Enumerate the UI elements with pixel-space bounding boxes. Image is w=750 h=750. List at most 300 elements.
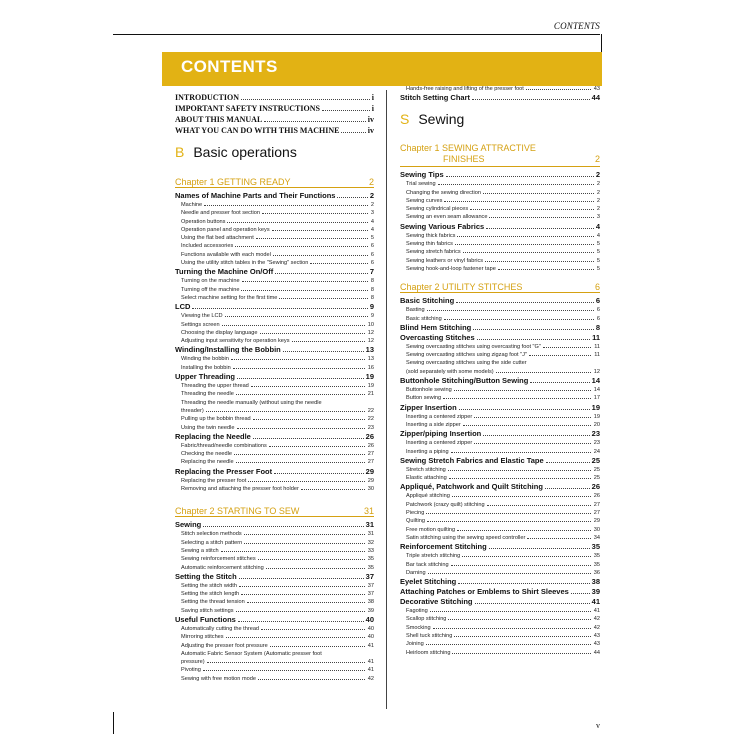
toc-subsection-entry[interactable]	[400, 552, 600, 560]
leader-dots	[546, 462, 590, 463]
toc-subsection-entry[interactable]	[400, 368, 600, 376]
toc-section-entry[interactable]	[400, 597, 600, 607]
toc-subsection-entry[interactable]	[175, 458, 374, 466]
toc-subsection-entry-title: Basic stitching	[406, 315, 442, 322]
toc-section-entry[interactable]	[175, 191, 374, 201]
leader-dots	[226, 637, 365, 638]
chapter-heading[interactable]	[175, 176, 374, 188]
toc-subsection-entry[interactable]	[175, 201, 374, 209]
toc-subsection-entry[interactable]	[175, 539, 374, 547]
leader-dots	[457, 236, 593, 237]
toc-subsection-entry[interactable]	[175, 286, 374, 294]
toc-section-entry[interactable]	[175, 372, 374, 382]
toc-subsection-entry-title: Fagoting	[406, 608, 428, 615]
toc-subsection-entry[interactable]	[400, 180, 600, 188]
toc-section-entry[interactable]	[175, 432, 374, 442]
leader-dots	[477, 339, 590, 340]
leader-dots	[526, 89, 591, 90]
leader-dots	[474, 417, 591, 418]
toc-subsection-entry-page: 33	[367, 547, 374, 554]
toc-subsection-entry[interactable]	[400, 394, 600, 402]
toc-subsection-entry-page: 41	[367, 642, 374, 649]
toc-subsection-entry-page: 21	[367, 391, 374, 398]
toc-subsection-entry[interactable]	[175, 337, 374, 345]
leader-dots	[244, 543, 365, 544]
toc-subsection-entry[interactable]	[400, 265, 600, 273]
leader-dots	[239, 586, 365, 587]
toc-subsection-entry[interactable]	[175, 598, 374, 606]
intro-page: iv	[367, 115, 374, 124]
toc-subsection-entry[interactable]	[175, 209, 374, 217]
toc-subsection-entry-page: 30	[367, 486, 374, 493]
toc-subsection-entry[interactable]	[400, 632, 600, 640]
leader-dots	[292, 341, 365, 342]
toc-subsection-entry[interactable]	[400, 624, 600, 632]
toc-section-entry[interactable]	[400, 323, 600, 333]
toc-subsection-entry-title: Inserting a piping	[406, 448, 449, 455]
chapter-heading[interactable]	[400, 143, 600, 167]
toc-section-entry-title: Decorative Stitching	[400, 597, 473, 607]
toc-subsection-entry[interactable]	[400, 615, 600, 623]
toc-section-entry-page: 2	[369, 191, 374, 200]
toc-subsection-entry[interactable]	[400, 343, 600, 351]
toc-subsection-entry[interactable]	[400, 649, 600, 657]
leader-dots	[530, 382, 589, 383]
toc-subsection-entry-page: 41	[367, 667, 374, 674]
toc-subsection-entry[interactable]	[400, 257, 600, 265]
toc-subsection-entry[interactable]: Sewing overcasting stitches using the side cutter	[406, 360, 527, 367]
toc-subsection-entry[interactable]	[400, 448, 600, 456]
toc-subsection-entry[interactable]	[175, 218, 374, 226]
toc-section-entry[interactable]	[400, 93, 600, 103]
leader-dots	[206, 411, 365, 412]
toc-subsection-entry[interactable]	[175, 382, 374, 390]
toc-subsection-entry-page: 17	[593, 395, 600, 402]
part-title: Sewing	[418, 111, 465, 128]
page-number: v	[596, 721, 600, 730]
toc-subsection-entry-page: 42	[367, 675, 374, 682]
toc-subsection-entry-page: 23	[593, 440, 600, 447]
toc-subsection-entry-title: Using the utility stitch tables in the "Sewing" section	[181, 260, 309, 267]
toc-subsection-entry-page: 37	[367, 582, 374, 589]
toc-subsection-entry[interactable]	[175, 675, 374, 683]
leader-dots	[244, 534, 365, 535]
leader-dots	[430, 611, 591, 612]
toc-subsection-entry[interactable]	[400, 197, 600, 205]
toc-subsection-entry-page: 4	[370, 226, 374, 233]
toc-subsection-entry-title: Threading the needle	[181, 391, 234, 398]
leader-dots	[192, 308, 367, 309]
toc-section-entry[interactable]	[400, 376, 600, 386]
toc-section-entry-page: 29	[365, 466, 374, 476]
toc-subsection-entry-title: Inserting a side zipper	[406, 421, 461, 428]
toc-subsection-entry-title: Setting the thread tension	[181, 599, 245, 606]
toc-subsection-entry[interactable]	[400, 474, 600, 482]
toc-subsection-entry-title: Checking the needle	[181, 451, 233, 458]
toc-subsection-entry-page: 5	[370, 235, 374, 242]
toc-subsection-entry-page: 29	[593, 518, 600, 525]
chapter-title: FINISHES	[443, 154, 485, 165]
toc-subsection-entry-title: Adjusting input sensitivity for operation keys	[181, 338, 290, 345]
toc-subsection-entry-page: 3	[370, 210, 374, 217]
toc-subsection-entry[interactable]	[175, 666, 374, 674]
toc-subsection-entry[interactable]	[400, 85, 600, 93]
toc-subsection-entry[interactable]	[175, 294, 374, 302]
toc-section-entry-page: 25	[591, 455, 600, 465]
leader-dots	[231, 359, 365, 360]
toc-subsection-entry[interactable]	[400, 386, 600, 394]
leader-dots	[225, 316, 368, 317]
toc-subsection-entry-title: Replacing the presser foot	[181, 477, 247, 484]
toc-subsection-entry-page: 12	[593, 368, 600, 375]
leader-dots	[463, 425, 591, 426]
toc-subsection-entry-title: Patchwork (crazy quilt) stitching	[406, 501, 485, 508]
toc-subsection-entry-page: 6	[596, 307, 600, 314]
toc-subsection-entry-title: Button sewing	[406, 395, 442, 402]
leader-dots	[222, 325, 365, 326]
leader-dots	[237, 428, 365, 429]
toc-section-entry[interactable]	[400, 333, 600, 343]
toc-subsection-entry[interactable]	[175, 485, 374, 493]
toc-section-entry-page: 14	[591, 376, 600, 386]
toc-subsection-entry-page: 14	[593, 387, 600, 394]
toc-subsection-entry[interactable]	[175, 259, 374, 267]
toc-subsection-entry[interactable]	[400, 501, 600, 509]
toc-subsection-entry-title: Viewing the LCD	[181, 313, 223, 320]
leader-dots	[428, 573, 591, 574]
leader-dots	[236, 394, 365, 395]
intro-page: iv	[367, 126, 374, 135]
toc-subsection-entry[interactable]	[175, 407, 374, 415]
toc-section-entry-title: Zipper/piping Insertion	[400, 429, 482, 439]
leader-dots	[446, 176, 594, 177]
toc-subsection-entry-title: Hands-free raising and lifting of the presser foot	[406, 86, 524, 92]
toc-subsection-entry[interactable]	[400, 306, 600, 314]
leader-dots	[227, 222, 367, 223]
toc-section-entry[interactable]	[400, 222, 600, 232]
leader-dots	[251, 386, 365, 387]
toc-subsection-entry-title: (sold separately with some models)	[406, 368, 494, 375]
toc-subsection-entry[interactable]	[175, 242, 374, 250]
toc-section-entry[interactable]	[400, 403, 600, 413]
leader-dots	[489, 548, 590, 549]
toc-section-entry[interactable]	[400, 296, 600, 306]
toc-section-entry[interactable]	[400, 587, 600, 597]
toc-subsection-entry-page: 39	[367, 607, 374, 614]
toc-subsection-entry-page: 10	[367, 321, 374, 328]
chapter-title: Chapter 2 STARTING TO SEW	[175, 506, 300, 517]
toc-section-entry-title: Setting the Stitch	[175, 571, 237, 581]
toc-subsection-entry[interactable]	[400, 189, 600, 197]
toc-section-entry[interactable]	[175, 302, 374, 312]
leader-dots	[261, 629, 365, 630]
leader-dots	[310, 263, 367, 264]
toc-section-entry-page: 44	[591, 93, 600, 103]
leader-dots	[456, 302, 594, 303]
toc-subsection-entry[interactable]	[400, 607, 600, 615]
toc-subsection-entry-title: Stitch selection methods	[181, 531, 242, 538]
toc-subsection-entry-page: 16	[367, 364, 374, 371]
toc-subsection-entry[interactable]	[175, 590, 374, 598]
leader-dots	[438, 184, 594, 185]
toc-subsection-entry-title: Choosing the display language	[181, 329, 258, 336]
toc-section-entry-page: 2	[595, 170, 600, 180]
toc-subsection-entry-page: 9	[370, 313, 374, 320]
leader-dots	[203, 670, 365, 671]
toc-section-entry-title: Sewing Various Fabrics	[400, 221, 485, 231]
toc-subsection-entry-page: 2	[596, 206, 600, 213]
toc-subsection-entry-title: Inserting a centered zipper	[406, 440, 473, 447]
toc-subsection-entry-page: 41	[593, 608, 600, 615]
toc-subsection-entry[interactable]	[400, 240, 600, 248]
toc-subsection-entry[interactable]	[400, 561, 600, 569]
leader-dots	[238, 621, 364, 622]
leader-dots	[204, 205, 368, 206]
leader-dots	[448, 470, 591, 471]
toc-subsection-entry-title: Included accessories	[181, 243, 234, 250]
part-letter: S	[400, 111, 410, 128]
toc-subsection-entry-title: Sewing overcasting stitches using zigzag foot "J"	[406, 352, 527, 359]
toc-subsection-entry-page: 8	[370, 278, 374, 285]
toc-subsection-entry-title: pressure)	[181, 659, 205, 666]
toc-section-entry[interactable]	[400, 482, 600, 492]
toc-subsection-entry[interactable]	[400, 351, 600, 359]
leader-dots	[262, 213, 368, 214]
toc-section-entry[interactable]	[175, 572, 374, 582]
toc-subsection-entry[interactable]: Automatic Fabric Sensor System (Automatic presser foot	[181, 650, 322, 657]
part-title: Basic operations	[193, 144, 297, 160]
toc-subsection-entry-page: 37	[367, 591, 374, 598]
leader-dots	[236, 611, 365, 612]
toc-subsection-entry[interactable]	[175, 547, 374, 555]
toc-section-entry-title: Eyelet Stitching	[400, 577, 457, 587]
toc-subsection-entry-title: Needle and presser foot section	[181, 210, 260, 217]
toc-subsection-entry[interactable]	[400, 526, 600, 534]
toc-section-entry-title: Useful Functions	[175, 614, 236, 624]
toc-section-entry[interactable]	[175, 615, 374, 625]
toc-subsection-entry-title: Joining	[406, 641, 424, 648]
toc-section-entry-title: Reinforcement Stitching	[400, 542, 487, 552]
toc-subsection-entry-page: 11	[594, 352, 600, 359]
toc-subsection-entry-title: Removing and attaching the presser foot holder	[181, 486, 299, 493]
chapter-page: 2	[368, 177, 374, 187]
toc-subsection-entry[interactable]	[175, 355, 374, 363]
leader-dots	[486, 228, 594, 229]
toc-section-entry[interactable]	[400, 429, 600, 439]
toc-subsection-entry-title: Inserting a centered zipper	[406, 413, 473, 420]
leader-dots	[241, 594, 365, 595]
chapter-heading[interactable]	[400, 281, 600, 293]
chapter-title: Chapter 1 SEWING ATTRACTIVE	[400, 143, 536, 154]
toc-subsection-entry[interactable]	[400, 213, 600, 221]
leader-dots	[496, 372, 591, 373]
toc-subsection-entry[interactable]	[175, 477, 374, 485]
toc-subsection-entry-page: 26	[367, 442, 374, 449]
toc-subsection-entry[interactable]	[175, 226, 374, 234]
toc-subsection-entry[interactable]	[175, 607, 374, 615]
toc-subsection-entry-page: 43	[593, 86, 600, 92]
toc-subsection-entry[interactable]	[400, 569, 600, 577]
toc-subsection-entry[interactable]	[400, 492, 600, 500]
toc-subsection-entry-title: Pulling up the bobbin thread	[181, 416, 251, 423]
toc-subsection-entry[interactable]	[175, 312, 374, 320]
toc-subsection-entry[interactable]	[175, 442, 374, 450]
toc-subsection-entry-page: 27	[367, 459, 374, 466]
toc-subsection-entry-title: Mirroring stitches	[181, 634, 224, 641]
intro-title: INTRODUCTION	[175, 93, 240, 102]
chapter-heading[interactable]	[175, 505, 374, 517]
leader-dots	[449, 478, 591, 479]
intro-entry[interactable]	[175, 114, 374, 125]
toc-section-entry-title: Sewing	[175, 520, 202, 530]
toc-section-entry[interactable]	[400, 577, 600, 587]
toc-subsection-entry-title: Sewing with free motion mode	[181, 675, 256, 682]
toc-section-entry[interactable]	[175, 520, 374, 530]
toc-subsection-entry-page: 27	[367, 451, 374, 458]
toc-section-entry-title: LCD	[175, 302, 191, 312]
toc-section-entry-page: 23	[591, 429, 600, 439]
toc-subsection-entry[interactable]: Threading the needle manually (without using the needle	[181, 399, 322, 406]
toc-subsection-entry-page: 6	[370, 260, 374, 267]
running-header: CONTENTS	[553, 21, 600, 31]
intro-entry[interactable]	[175, 92, 374, 103]
toc-subsection-entry-page: 8	[370, 286, 374, 293]
toc-subsection-entry[interactable]	[400, 509, 600, 517]
leader-dots	[272, 230, 368, 231]
toc-subsection-entry-title: Automatic reinforcement stitching	[181, 564, 264, 571]
leader-dots	[266, 568, 365, 569]
chapter-page: 2	[594, 154, 600, 165]
toc-subsection-entry-title: Using the twin needle	[181, 424, 235, 431]
toc-subsection-entry[interactable]	[400, 421, 600, 429]
toc-subsection-entry[interactable]	[175, 633, 374, 641]
toc-subsection-entry-title: Operation buttons	[181, 218, 226, 225]
toc-subsection-entry[interactable]	[175, 450, 374, 458]
toc-section-entry-page: 37	[365, 571, 374, 581]
toc-section-entry-page: 35	[591, 542, 600, 552]
toc-subsection-entry[interactable]	[175, 530, 374, 538]
toc-subsection-entry-title: Setting the stitch length	[181, 591, 240, 598]
leader-dots	[475, 603, 590, 604]
toc-subsection-entry[interactable]	[175, 234, 374, 242]
toc-subsection-entry[interactable]	[400, 315, 600, 323]
leader-dots	[472, 99, 590, 100]
toc-subsection-entry-page: 6	[596, 315, 600, 322]
leader-dots	[452, 653, 590, 654]
toc-subsection-entry[interactable]	[175, 415, 374, 423]
toc-subsection-entry-title: Sewing curves	[406, 197, 443, 204]
toc-subsection-entry-title: Turning on the machine	[181, 278, 240, 285]
toc-subsection-entry[interactable]	[400, 205, 600, 213]
toc-subsection-entry-page: 43	[593, 632, 600, 639]
toc-subsection-entry[interactable]	[400, 466, 600, 474]
toc-subsection-entry[interactable]	[175, 555, 374, 563]
intro-title: WHAT YOU CAN DO WITH THIS MACHINE	[175, 126, 340, 135]
toc-subsection-entry[interactable]	[400, 248, 600, 256]
toc-section-entry[interactable]	[400, 456, 600, 466]
toc-subsection-entry[interactable]	[175, 251, 374, 259]
intro-entry[interactable]	[175, 125, 374, 136]
toc-section-entry[interactable]	[400, 542, 600, 552]
toc-subsection-entry-page: 42	[593, 616, 600, 623]
toc-subsection-entry[interactable]	[175, 329, 374, 337]
toc-section-entry[interactable]	[175, 267, 374, 277]
toc-subsection-entry[interactable]	[175, 582, 374, 590]
toc-subsection-entry-page: 44	[593, 649, 600, 656]
toc-subsection-entry-title: Saving stitch settings	[181, 607, 234, 614]
toc-subsection-entry[interactable]	[400, 439, 600, 447]
toc-subsection-entry-page: 41	[367, 659, 374, 666]
chapter-page: 31	[363, 506, 374, 517]
toc-subsection-entry-page: 35	[367, 556, 374, 563]
toc-section-entry[interactable]	[175, 467, 374, 477]
toc-subsection-entry[interactable]	[175, 277, 374, 285]
leader-dots	[258, 679, 365, 680]
intro-entry[interactable]	[175, 103, 374, 114]
leader-dots	[448, 619, 590, 620]
toc-subsection-entry[interactable]	[175, 564, 374, 572]
leader-dots	[426, 644, 591, 645]
toc-subsection-entry-page: 35	[593, 561, 600, 568]
toc-subsection-entry[interactable]	[175, 321, 374, 329]
toc-subsection-entry-title: Darning	[406, 569, 426, 576]
toc-subsection-entry[interactable]	[175, 364, 374, 372]
toc-section-entry-title: Blind Hem Stitching	[400, 322, 472, 332]
toc-subsection-entry[interactable]	[400, 517, 600, 525]
toc-subsection-entry-title: Quilting	[406, 518, 425, 525]
toc-subsection-entry-title: Machine	[181, 202, 203, 208]
banner-title: CONTENTS	[181, 57, 278, 76]
intro-title: IMPORTANT SAFETY INSTRUCTIONS	[175, 104, 320, 113]
toc-subsection-entry-title: Sewing cylindrical pieces	[406, 206, 469, 213]
toc-section-entry[interactable]	[175, 345, 374, 355]
toc-subsection-entry-title: Shell tuck stitching	[406, 632, 453, 639]
toc-subsection-entry[interactable]	[400, 232, 600, 240]
toc-section-entry-title: Basic Stitching	[400, 296, 455, 306]
toc-subsection-entry[interactable]	[175, 658, 374, 666]
toc-subsection-entry-page: 19	[593, 413, 600, 420]
leader-dots	[270, 646, 365, 647]
toc-subsection-entry[interactable]	[175, 625, 374, 633]
leader-dots	[489, 217, 593, 218]
leader-dots	[256, 238, 368, 239]
toc-subsection-entry[interactable]	[400, 640, 600, 648]
toc-subsection-entry[interactable]	[175, 424, 374, 432]
toc-subsection-entry-title: Using the flat bed attachment	[181, 235, 254, 242]
toc-section-entry[interactable]	[400, 170, 600, 180]
toc-subsection-entry-page: 20	[593, 421, 600, 428]
toc-subsection-entry[interactable]	[175, 390, 374, 398]
toc-subsection-entry[interactable]	[400, 413, 600, 421]
leader-dots	[498, 269, 594, 270]
toc-section-entry-title: Turning the Machine On/Off	[175, 267, 274, 277]
leader-dots	[242, 281, 368, 282]
leader-dots	[341, 132, 365, 133]
part-heading	[175, 144, 374, 160]
leader-dots	[463, 252, 594, 253]
toc-subsection-entry[interactable]	[400, 534, 600, 542]
toc-section-entry-title: Winding/Installing the Bobbin	[175, 345, 281, 355]
leader-dots	[236, 462, 365, 463]
toc-subsection-entry-page: 35	[593, 553, 600, 560]
leader-dots	[543, 347, 591, 348]
toc-subsection-entry-title: Satin stitching using the sewing speed controller	[406, 534, 526, 541]
toc-subsection-entry-title: Functions available with each model	[181, 251, 271, 258]
leader-dots	[260, 333, 365, 334]
leader-dots	[337, 197, 367, 198]
toc-subsection-entry[interactable]	[175, 642, 374, 650]
toc-subsection-entry-page: 5	[596, 265, 600, 272]
